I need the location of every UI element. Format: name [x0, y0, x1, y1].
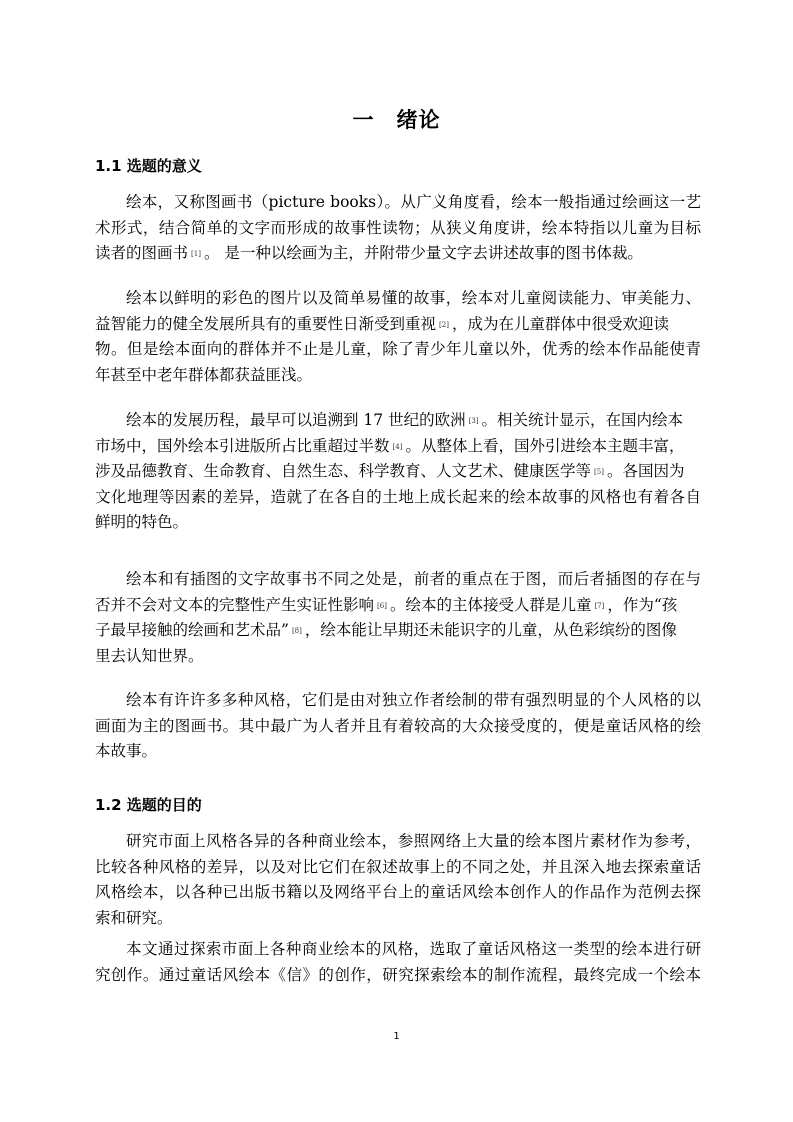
text-line: 绘本以鲜明的彩色的图片以及简单易懂的故事，绘本对儿童阅读能力、审美能力、 — [126, 289, 701, 307]
text-segment: 。相关统计显示，在国内绘本 — [481, 411, 684, 429]
citation-ref: [3] — [468, 417, 479, 425]
citation-ref: [8] — [291, 627, 302, 635]
text-segment: 涉及品德教育、生命教育、自然生态、科学教育、人文艺术、健康医学等 — [95, 462, 592, 480]
text-line: 画面为主的图画书。其中最广为人者并且有着较高的大众接受度的，便是童话风格的绘 — [95, 716, 701, 735]
text-line: 索和研究。 — [95, 908, 173, 927]
text-line: 究创作。通过童话风绘本《信》的创作，研究探索绘本的制作流程，最终完成一个绘本 — [95, 965, 701, 984]
citation-ref: [6] — [377, 601, 387, 610]
paragraph — [95, 408, 701, 536]
text-line: 里去认知世界。 — [95, 646, 204, 665]
page-number: 1 — [393, 1031, 400, 1042]
citation-ref: [7] — [594, 601, 605, 610]
text-line — [95, 434, 701, 460]
text-segment: 益智能力的健全发展所具有的重要性日渐受到重视 — [95, 314, 437, 333]
text-line: 本文通过探索市面上各种商业绘本的风格，选取了童话风格这一类型的绘本进行研 — [126, 940, 701, 958]
text-line — [95, 618, 701, 644]
text-line: 术形式，结合简单的文字而形成的故事性读物；从狭义角度讲，绘本特指以儿童为目标 — [95, 218, 701, 237]
text-segment: ，作为“孩 — [607, 595, 678, 614]
text-segment: 。从整体上看，国外引进绘本主题丰富， — [405, 436, 685, 455]
text-segment: ，绘本能让早期还未能识字的儿童，从色彩缤纷的图像 — [304, 621, 677, 639]
paragraph — [95, 286, 701, 388]
citation-ref: [4] — [392, 442, 403, 451]
text-line: 风格绘本，以各种已出版书籍以及网络平台上的童话风绘本创作人的作品作为范例去探 — [95, 883, 701, 901]
text-segment: 子最早接触的绘画和艺术品” — [95, 621, 289, 639]
paragraph — [95, 567, 701, 669]
text-segment: 。各国因为 — [606, 462, 685, 480]
text-line: 本故事。 — [95, 742, 158, 760]
text-line — [95, 593, 701, 619]
text-line: 研究市面上风格各异的各种商业绘本，参照网络上大量的绘本图片素材作为参考， — [126, 832, 701, 850]
text-line: 比较各种风格的差异，以及对比它们在叙述故事上的不同之处，并且深入地去探索童话 — [95, 857, 701, 876]
section-heading-purpose: 1.2 选题的目的 — [95, 796, 202, 814]
text-line: 绘本有许许多多种风格，它们是由对独立作者绘制的带有强烈明显的个人风格的以 — [126, 691, 701, 709]
text-line — [95, 312, 701, 338]
paragraph — [95, 190, 701, 267]
text-line: 绘本，又称图画书（picture books）。从广义角度看，绘本一般指通过绘画这一艺 — [126, 193, 701, 211]
text-segment: ，成为在儿童群体中很受欢迎读 — [451, 314, 669, 333]
citation-ref: [1] — [191, 250, 201, 258]
text-line — [95, 408, 701, 434]
text-line: 物。但是绘本面向的群体并不止是儿童，除了青少年儿童以外，优秀的绘本作品能使青 — [95, 340, 701, 358]
text-line — [95, 241, 701, 267]
section-heading-significance: 1.1 选题的意义 — [95, 157, 202, 175]
text-segment: 市场中，国外绘本引进版所占比重超过半数 — [95, 436, 390, 455]
text-line: 绘本和有插图的文字故事书不同之处是，前者的重点在于图，而后者插图的存在与 — [126, 570, 701, 588]
paragraph — [95, 829, 701, 931]
text-line: 文化地理等因素的差异，造就了在各自的土地上成长起来的绘本故事的风格也有着各自 — [95, 487, 701, 506]
text-line: 年甚至中老年群体都获益匪浅。 — [95, 365, 313, 384]
text-line: 鲜明的特色。 — [95, 513, 189, 531]
text-segment: 。 是一种以绘画为主，并附带少量文字去讲述故事的图书体裁。 — [203, 244, 643, 262]
paragraph — [95, 688, 701, 765]
paragraph — [95, 937, 701, 988]
text-segment: 。绘本的主体接受人群是儿童 — [389, 595, 592, 614]
chapter-title: 一 绪论 — [352, 108, 441, 132]
text-segment: 读者的图画书 — [95, 244, 189, 262]
text-segment: 否并不会对文本的完整性产生实证性影响 — [95, 595, 375, 614]
citation-ref: [2] — [439, 320, 449, 329]
text-line — [95, 459, 701, 485]
citation-ref: [5] — [594, 468, 604, 476]
text-segment: 绘本的发展历程，最早可以追溯到 17 世纪的欧洲 — [126, 411, 466, 429]
